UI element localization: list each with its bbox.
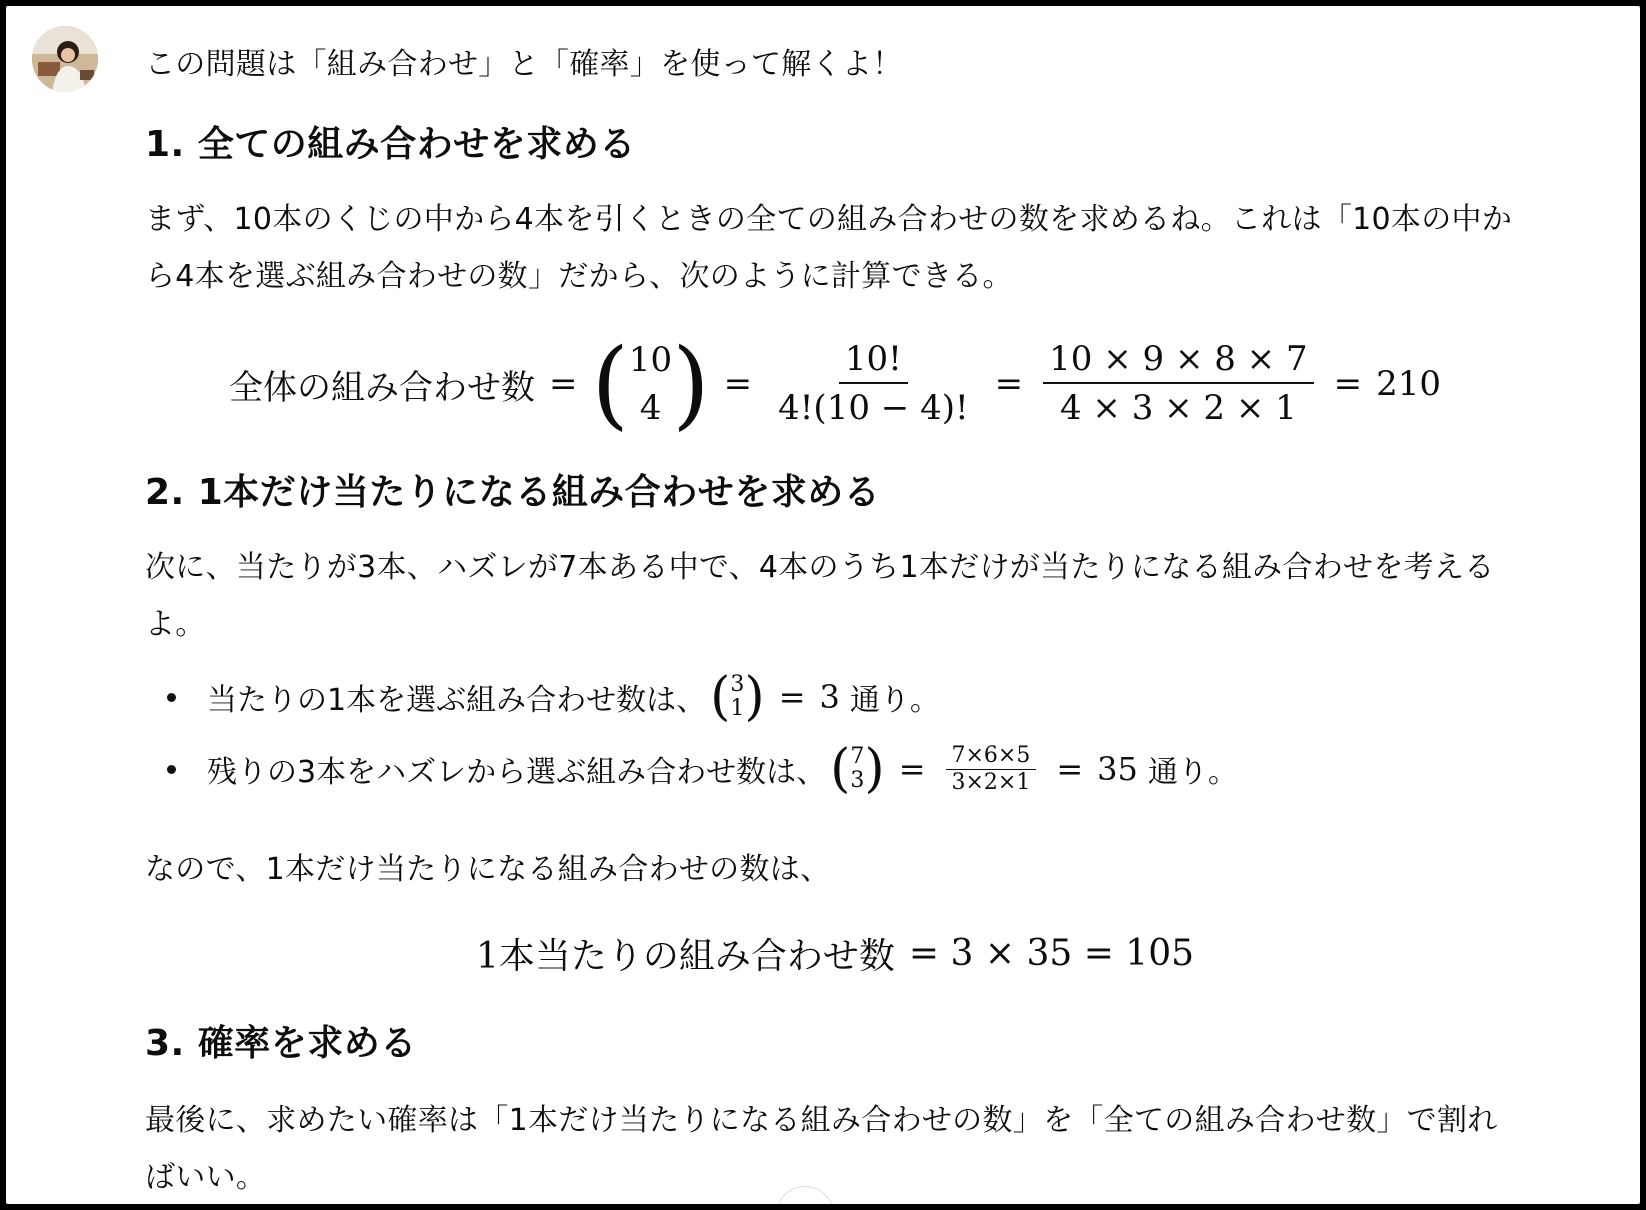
fraction-denominator: 4 × 3 × 2 × 1 [1059,388,1297,428]
single-win-equation [145,918,1525,988]
product-fraction [1043,336,1313,432]
equals-sign: = [898,750,926,788]
equals-sign: = [723,364,753,404]
section-3-text: 最後に、求めたい確率は「1本だけ当たりになる組み合わせの数」を「全ての組み合わせ数」で割ればいい。 [145,1103,1498,1195]
list-item-value: 35 [1097,750,1138,788]
small-fraction [946,743,1037,796]
equation-label: 全体の組み合わせ数 [228,367,535,408]
equals-sign: = [548,364,578,404]
bullet-dot [167,765,176,774]
section-2-after-text: なので、1本だけ当たりになる組み合わせの数は、 [145,852,831,887]
section-1-text: まず、10本のくじの中から4本を引くときの全ての組み合わせの数を求めるね。これは「10本の中から4本を選ぶ組み合わせの数」だから、次のように計算できる。 [145,202,1513,294]
fraction-numerator: 10! [839,336,908,384]
avatar-image [32,26,98,92]
binomial-10-4: ( 10 4 ) [591,328,710,440]
binom-top: 3 [730,672,745,697]
equals-sign: = [778,678,806,716]
section-1-heading: 1. 全ての組み合わせを求める [145,124,636,165]
intro-text: この問題は「組み合わせ」と「確率」を使って解くよ！ [145,47,903,82]
bullet-list [145,663,1525,807]
equals-sign: = [1056,750,1084,788]
fraction-denominator: 4!(10 − 4)! [778,388,969,428]
binom-bottom: 4 [639,388,662,428]
binomial-7-3: ( 7 3 ) [830,739,885,799]
binom-bottom: 1 [730,696,745,721]
equation-result: 210 [1376,364,1442,404]
list-item-suffix: 通り。 [849,683,940,718]
total-combinations-equation [145,329,1525,439]
equation-label: 1本当たりの組み合わせ数 [475,935,895,977]
binom-bottom: 3 [850,768,865,793]
binom-top: 7 [850,744,865,769]
bullet-dot [167,693,176,702]
binomial-3-1: ( 3 1 ) [710,667,765,727]
message-body [145,36,1525,1204]
section-3-heading: 3. 確率を求める [145,1023,417,1064]
list-item-text: 当たりの1本を選ぶ組み合わせ数は、 [207,683,707,718]
list-item [145,663,1525,731]
factorial-fraction [772,336,975,432]
fraction-numerator: 7×6×5 [946,743,1037,770]
section-2-text: 次に、当たりが3本、ハズレが7本ある中で、4本のうち1本だけが当たりになる組み合わせを考えるよ。 [145,550,1495,642]
equals-sign: = [994,364,1024,404]
equals-sign: = [1333,364,1363,404]
list-item-value: 3 [819,678,840,716]
fraction-denominator: 3×2×1 [951,769,1031,795]
equation-expression: = 3 × 35 = 105 [908,932,1195,974]
list-item-text: 残りの3本をハズレから選ぶ組み合わせ数は、 [207,755,827,790]
section-2-heading: 2. 1本だけ当たりになる組み合わせを求める [145,472,881,513]
fraction-numerator: 10 × 9 × 8 × 7 [1043,336,1313,384]
list-item-suffix: 通り。 [1147,755,1238,790]
binom-top: 10 [628,340,673,380]
chat-panel [6,6,1640,1204]
assistant-avatar [32,26,98,92]
list-item [145,731,1525,807]
